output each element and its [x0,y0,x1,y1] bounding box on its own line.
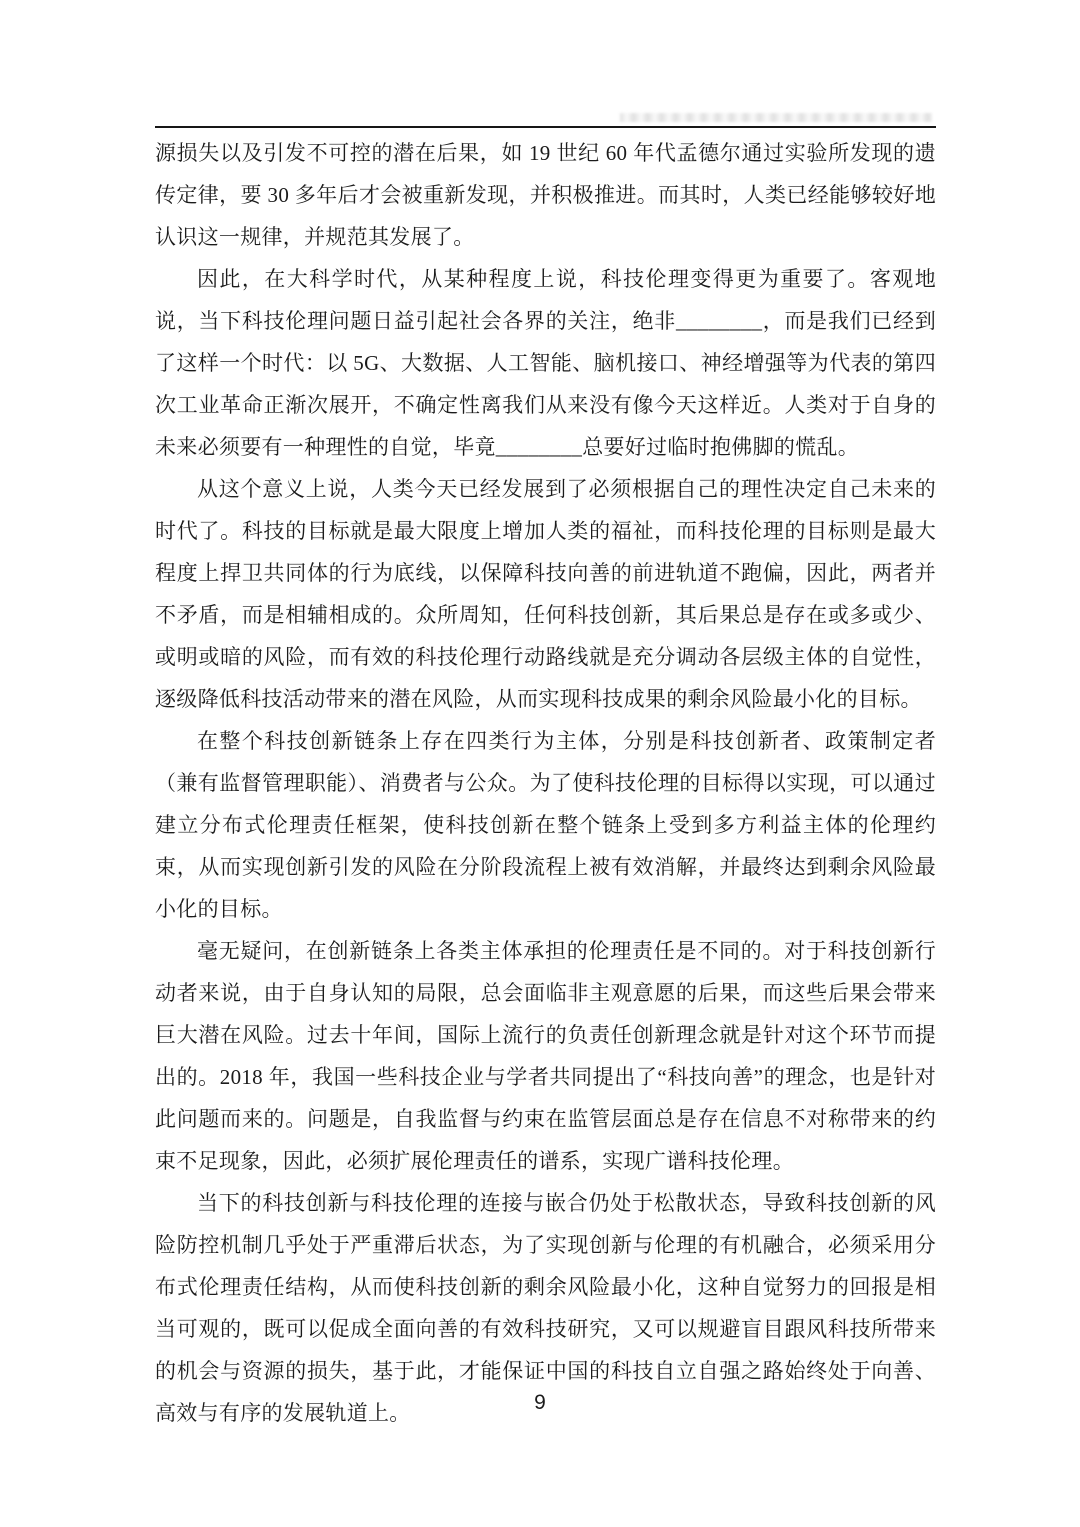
body-paragraph: 在整个科技创新链条上存在四类行为主体，分别是科技创新者、政策制定者（兼有监督管理职能）、消费者与公众。为了使科技伦理的目标得以实现，可以通过建立分布式伦理责任框架，使科技创新在整个链条上受到多方利益主体的伦理约束，从而实现创新引发的风险在分阶段流程上被有效消解，并最终达到剩余风险最小化的目标。 [155,729,936,921]
body-paragraph: 当下的科技创新与科技伦理的连接与嵌合仍处于松散状态，导致科技创新的风险防控机制几乎处于严重滞后状态，为了实现创新与伦理的有机融合，必须采用分布式伦理责任结构，从而使科技创新的剩余风险最小化，这种自觉努力的回报是相当可观的，既可以促成全面向善的有效科技研究，又可以规避盲目跟风科技所带来的机会与资源的损失，基于此，才能保证中国的科技自立自强之路始终处于向善、高效与有序的发展轨道上。 [155,1191,936,1425]
body-paragraph: 源损失以及引发不可控的潜在后果，如 19 世纪 60 年代孟德尔通过实验所发现的遗传定律，要 30 多年后才会被重新发现，并积极推进。而其时，人类已经能够较好地认识这一规律，并规范其发展了。 [155,141,936,249]
body-paragraph: 毫无疑问，在创新链条上各类主体承担的伦理责任是不同的。对于科技创新行动者来说，由于自身认知的局限，总会面临非主观意愿的后果，而这些后果会带来巨大潜在风险。过去十年间，国际上流行的负责任创新理念就是针对这个环节而提出的。2018 年，我国一些科技企业与学者共同提出了“科技向善”的理念，也是针对此问题而来的。问题是，自我监督与约束在监管层面总是存在信息不对称带来的约束不足现象，因此，必须扩展伦理责任的谱系，实现广谱科技伦理。 [155,939,936,1173]
scan-smudge-artifact [620,113,932,122]
page-number: 9 [534,1391,546,1414]
header-rule [155,126,936,128]
body-paragraph: 从这个意义上说，人类今天已经发展到了必须根据自己的理性决定自己未来的时代了。科技的目标就是最大限度上增加人类的福祉，而科技伦理的目标则是最大程度上捍卫共同体的行为底线，以保障科技向善的前进轨道不跑偏，因此，两者并不矛盾，而是相辅相成的。众所周知，任何科技创新，其后果总是存在或多或少、或明或暗的风险，而有效的科技伦理行动路线就是充分调动各层级主体的自觉性，逐级降低科技活动带来的潜在风险，从而实现科技成果的剩余风险最小化的目标。 [155,477,936,711]
passage-body [155,132,936,1434]
body-paragraph: 因此，在大科学时代，从某种程度上说，科技伦理变得更为重要了。客观地说，当下科技伦理问题日益引起社会各界的关注，绝非________，而是我们已经到了这样一个时代：以 5G、大数据、人工智能、脑机接口、神经增强等为代表的第四次工业革命正渐次展开，不确定性离我们从来没有像今天这样近。人类对于自身的未来必须要有一种理性的自觉，毕竟________总要好过临时抱佛脚的慌乱。 [155,267,936,459]
